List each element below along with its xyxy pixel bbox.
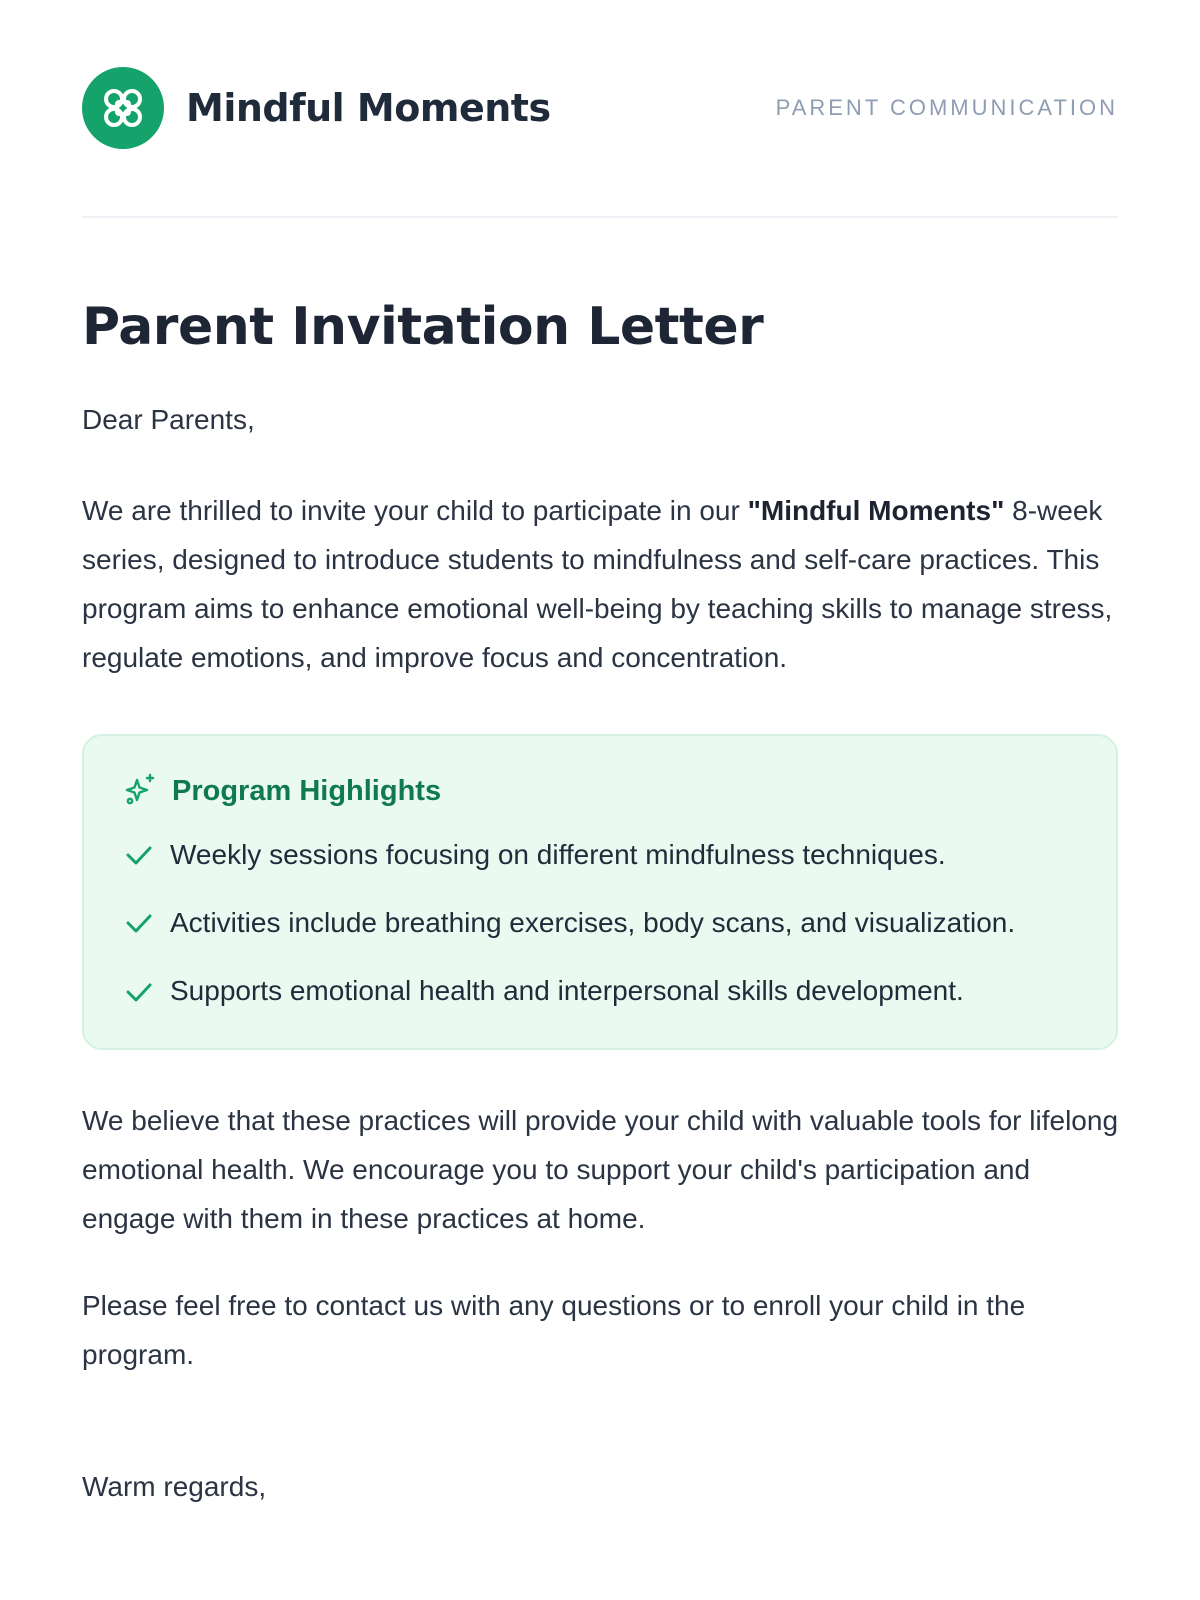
page-header [82, 0, 1118, 218]
page-title: Parent Invitation Letter [82, 297, 764, 357]
sparkles-icon [124, 772, 158, 811]
check-icon [124, 977, 154, 1007]
flower-icon [82, 67, 164, 149]
program-highlights-box [82, 734, 1118, 1050]
highlight-text: Supports emotional health and interpersonal skills development. [170, 975, 964, 1007]
list-item [124, 837, 1076, 873]
program-name-emphasis: "Mindful Moments" [747, 494, 1005, 526]
intro-text-after: 8-week series, designed to introduce students to mindfulness and self-care practices. This program aims to enhance emotional well-being by teaching skills to manage stress, regulate emotions, and improve focus and concentration. [82, 494, 1113, 673]
header-tag: PARENT COMMUNICATION [775, 95, 1118, 120]
body-paragraph-2: We believe that these practices will provide your child with valuable tools for lifelong emotional health. We encourage you to support your child's participation and engage with them in these practices at home. [82, 1104, 1119, 1234]
brand [82, 67, 551, 149]
greeting: Dear Parents, [82, 404, 255, 436]
closing: Warm regards, [82, 1470, 267, 1502]
intro-paragraph [82, 486, 1118, 682]
highlights-title: Program Highlights [172, 774, 442, 807]
highlight-text: Activities include breathing exercises, body scans, and visualization. [170, 906, 1016, 938]
brand-name: Mindful Moments [186, 86, 551, 130]
highlight-text: Weekly sessions focusing on different mindfulness techniques. [170, 838, 946, 870]
intro-text-before: We are thrilled to invite your child to participate in our [82, 494, 748, 526]
check-icon [124, 840, 154, 870]
check-icon [124, 908, 154, 938]
body-paragraph-3: Please feel free to contact us with any questions or to enroll your child in the program. [82, 1289, 1026, 1370]
list-item [124, 973, 1076, 1009]
highlights-list [124, 837, 1076, 1010]
highlights-header [124, 772, 1076, 811]
list-item [124, 905, 1076, 941]
